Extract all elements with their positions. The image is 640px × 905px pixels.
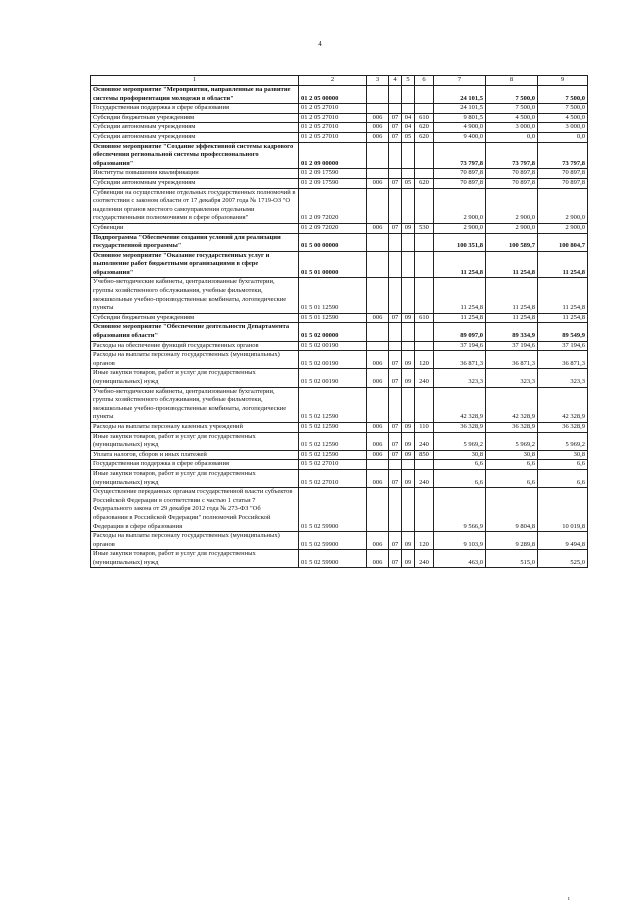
row-expense-type-code [415, 278, 434, 313]
row-amount-year3: 4 500,0 [538, 113, 588, 123]
row-code: 01 2 05 00000 [299, 86, 367, 104]
row-amount-year2: 323,3 [486, 369, 538, 387]
row-subsection-code: 09 [402, 313, 415, 323]
row-ministry-code: 006 [367, 450, 389, 460]
row-subsection-code [402, 387, 415, 422]
row-name: Иные закупки товаров, работ и услуг для государственных (муниципальных) нужд [91, 432, 299, 450]
row-expense-type-code [415, 460, 434, 470]
row-name: Основное мероприятие "Создание эффективной системы кадрового обеспечения региональной системы профессионального образования" [91, 142, 299, 169]
table-row [91, 369, 588, 387]
row-section-code [389, 104, 402, 114]
table-row [91, 188, 588, 223]
row-amount-year3: 0,0 [538, 132, 588, 142]
row-code: 01 5 02 00190 [299, 351, 367, 369]
row-amount-year3: 70 897,8 [538, 169, 588, 179]
table-row [91, 387, 588, 422]
row-expense-type-code: 620 [415, 123, 434, 133]
row-amount-year1: 30,8 [434, 450, 486, 460]
row-ministry-code [367, 323, 389, 341]
row-subsection-code: 04 [402, 123, 415, 133]
row-expense-type-code: 620 [415, 178, 434, 188]
row-name: Субсидии автономным учреждениям [91, 178, 299, 188]
row-section-code: 07 [389, 450, 402, 460]
column-header: 2 [299, 76, 367, 86]
row-ministry-code: 006 [367, 369, 389, 387]
row-expense-type-code [415, 233, 434, 251]
row-amount-year2: 9 289,8 [486, 532, 538, 550]
row-ministry-code: 006 [367, 432, 389, 450]
row-ministry-code [367, 233, 389, 251]
row-section-code [389, 233, 402, 251]
table-row [91, 142, 588, 169]
row-amount-year1: 6,6 [434, 460, 486, 470]
row-amount-year1: 89 097,0 [434, 323, 486, 341]
row-amount-year1: 9 400,0 [434, 132, 486, 142]
row-code: 01 5 01 00000 [299, 251, 367, 278]
row-name: Государственная поддержка в сфере образования [91, 104, 299, 114]
column-header: 5 [402, 76, 415, 86]
table-row [91, 113, 588, 123]
row-code: 01 2 09 72020 [299, 188, 367, 223]
row-subsection-code [402, 188, 415, 223]
row-amount-year1: 4 900,0 [434, 123, 486, 133]
row-amount-year2: 73 797,8 [486, 142, 538, 169]
row-expense-type-code: 610 [415, 313, 434, 323]
row-code: 01 5 02 59900 [299, 532, 367, 550]
row-amount-year2: 70 897,8 [486, 178, 538, 188]
row-section-code: 07 [389, 369, 402, 387]
row-section-code: 07 [389, 469, 402, 487]
row-amount-year3: 36 328,9 [538, 422, 588, 432]
row-subsection-code: 09 [402, 223, 415, 233]
row-amount-year1: 36 871,3 [434, 351, 486, 369]
row-name: Субсидии автономным учреждениям [91, 123, 299, 133]
row-amount-year2: 9 804,8 [486, 488, 538, 532]
table-row [91, 532, 588, 550]
table-row [91, 450, 588, 460]
row-amount-year2: 36 328,9 [486, 422, 538, 432]
row-code: 01 2 05 27010 [299, 132, 367, 142]
row-amount-year3: 2 900,0 [538, 223, 588, 233]
table-row [91, 341, 588, 351]
row-subsection-code [402, 460, 415, 470]
row-section-code [389, 460, 402, 470]
row-ministry-code [367, 142, 389, 169]
row-amount-year3: 6,6 [538, 460, 588, 470]
row-expense-type-code: 240 [415, 432, 434, 450]
row-amount-year1: 73 797,8 [434, 142, 486, 169]
row-code: 01 2 09 17590 [299, 169, 367, 179]
table-row [91, 233, 588, 251]
row-name: Основное мероприятие "Мероприятия, направленные на развитие системы профориентации молодежи в области" [91, 86, 299, 104]
row-subsection-code: 09 [402, 450, 415, 460]
row-code: 01 2 09 17590 [299, 178, 367, 188]
row-subsection-code: 04 [402, 113, 415, 123]
row-amount-year2: 70 897,8 [486, 169, 538, 179]
row-subsection-code [402, 251, 415, 278]
row-code: 01 5 01 12590 [299, 278, 367, 313]
row-amount-year2: 11 254,8 [486, 313, 538, 323]
row-subsection-code: 09 [402, 532, 415, 550]
row-section-code [389, 188, 402, 223]
row-subsection-code [402, 488, 415, 532]
row-ministry-code [367, 169, 389, 179]
table-row [91, 278, 588, 313]
row-name: Осуществление переданных органам государственной власти субъектов Российской Федерации в соответствии с частью 1 статьи 7 Федерального закона от 29 декабря 2012 года № 273-ФЗ "Об образовании в Российской Федерации" полномочий Российской Федерации в сфере образования [91, 488, 299, 532]
row-code: 01 5 02 12590 [299, 432, 367, 450]
row-amount-year1: 36 328,9 [434, 422, 486, 432]
row-code: 01 5 02 59900 [299, 550, 367, 568]
row-section-code [389, 251, 402, 278]
row-subsection-code [402, 169, 415, 179]
row-name: Институты повышения квалификации [91, 169, 299, 179]
row-expense-type-code [415, 104, 434, 114]
row-ministry-code [367, 460, 389, 470]
row-amount-year2: 89 334,9 [486, 323, 538, 341]
row-section-code: 07 [389, 313, 402, 323]
row-ministry-code: 006 [367, 313, 389, 323]
row-section-code [389, 323, 402, 341]
row-amount-year3: 73 797,8 [538, 142, 588, 169]
budget-table [90, 75, 588, 568]
row-subsection-code [402, 278, 415, 313]
row-amount-year1: 11 254,8 [434, 278, 486, 313]
row-amount-year2: 2 900,0 [486, 223, 538, 233]
row-section-code: 07 [389, 132, 402, 142]
row-ministry-code [367, 251, 389, 278]
row-code: 01 5 02 00000 [299, 323, 367, 341]
column-header: 4 [389, 76, 402, 86]
row-name: Иные закупки товаров, работ и услуг для государственных (муниципальных) нужд [91, 369, 299, 387]
row-amount-year2: 4 500,0 [486, 113, 538, 123]
row-section-code: 07 [389, 223, 402, 233]
row-section-code [389, 142, 402, 169]
row-amount-year1: 24 101,5 [434, 86, 486, 104]
row-ministry-code: 006 [367, 123, 389, 133]
row-expense-type-code: 120 [415, 532, 434, 550]
row-amount-year1: 9 103,9 [434, 532, 486, 550]
row-amount-year1: 323,3 [434, 369, 486, 387]
row-name: Субвенции на осуществление отдельных государственных полномочий в соответствии с законом области от 17 декабря 2007 года № 1719-ОЗ "О наделении органов местного самоуправления отдельными государственными полномочиями в сфере образования" [91, 188, 299, 223]
row-amount-year2: 7 500,0 [486, 104, 538, 114]
row-amount-year2: 515,0 [486, 550, 538, 568]
row-section-code [389, 278, 402, 313]
row-amount-year1: 9 801,5 [434, 113, 486, 123]
row-expense-type-code [415, 341, 434, 351]
row-ministry-code [367, 387, 389, 422]
row-subsection-code: 05 [402, 178, 415, 188]
column-header: 6 [415, 76, 434, 86]
row-expense-type-code [415, 169, 434, 179]
table-row [91, 469, 588, 487]
row-expense-type-code: 240 [415, 469, 434, 487]
row-section-code: 07 [389, 550, 402, 568]
table-row [91, 460, 588, 470]
row-amount-year1: 463,0 [434, 550, 486, 568]
row-subsection-code: 09 [402, 422, 415, 432]
row-amount-year2: 6,6 [486, 469, 538, 487]
table-row [91, 86, 588, 104]
row-expense-type-code [415, 188, 434, 223]
row-expense-type-code [415, 142, 434, 169]
row-name: Основное мероприятие "Обеспечение деятельности Департамента образования области" [91, 323, 299, 341]
row-ministry-code: 006 [367, 113, 389, 123]
row-amount-year2: 2 900,0 [486, 188, 538, 223]
table-row [91, 123, 588, 133]
row-ministry-code [367, 86, 389, 104]
row-amount-year3: 100 804,7 [538, 233, 588, 251]
row-code: 01 5 02 00190 [299, 341, 367, 351]
row-name: Субсидии бюджетным учреждениям [91, 313, 299, 323]
row-section-code: 07 [389, 123, 402, 133]
row-code: 01 5 02 27010 [299, 469, 367, 487]
table-row [91, 223, 588, 233]
row-amount-year1: 42 328,9 [434, 387, 486, 422]
row-expense-type-code: 240 [415, 369, 434, 387]
row-name: Расходы на выплаты персоналу казенных учреждений [91, 422, 299, 432]
column-header: 8 [486, 76, 538, 86]
row-amount-year1: 6,6 [434, 469, 486, 487]
row-ministry-code: 006 [367, 422, 389, 432]
row-subsection-code [402, 142, 415, 169]
table-row [91, 313, 588, 323]
row-ministry-code: 006 [367, 351, 389, 369]
row-ministry-code: 006 [367, 178, 389, 188]
row-section-code: 07 [389, 532, 402, 550]
row-ministry-code: 006 [367, 132, 389, 142]
row-code: 01 2 05 27010 [299, 104, 367, 114]
row-ministry-code [367, 341, 389, 351]
row-expense-type-code [415, 251, 434, 278]
row-code: 01 5 00 00000 [299, 233, 367, 251]
row-amount-year2: 30,8 [486, 450, 538, 460]
table-row [91, 488, 588, 532]
row-section-code [389, 341, 402, 351]
row-subsection-code [402, 323, 415, 341]
row-section-code: 07 [389, 178, 402, 188]
row-expense-type-code [415, 86, 434, 104]
row-code: 01 2 05 27010 [299, 113, 367, 123]
row-amount-year2: 6,6 [486, 460, 538, 470]
column-header: 3 [367, 76, 389, 86]
footer-mark: ı [568, 896, 570, 902]
row-amount-year3: 11 254,8 [538, 313, 588, 323]
column-header: 7 [434, 76, 486, 86]
row-amount-year3: 36 871,3 [538, 351, 588, 369]
row-name: Расходы на обеспечение функций государственных органов [91, 341, 299, 351]
row-expense-type-code: 850 [415, 450, 434, 460]
row-amount-year1: 37 194,6 [434, 341, 486, 351]
column-header: 9 [538, 76, 588, 86]
row-section-code [389, 387, 402, 422]
row-code: 01 2 09 72020 [299, 223, 367, 233]
row-expense-type-code: 530 [415, 223, 434, 233]
row-name: Субвенции [91, 223, 299, 233]
row-subsection-code: 09 [402, 351, 415, 369]
row-amount-year3: 7 500,0 [538, 86, 588, 104]
row-ministry-code [367, 188, 389, 223]
row-name: Государственная поддержка в сфере образования [91, 460, 299, 470]
row-code: 01 2 09 00000 [299, 142, 367, 169]
row-amount-year2: 37 194,6 [486, 341, 538, 351]
row-amount-year2: 11 254,8 [486, 251, 538, 278]
row-name: Подпрограмма "Обеспечение создания условий для реализации государственной программы" [91, 233, 299, 251]
row-amount-year3: 89 549,9 [538, 323, 588, 341]
row-subsection-code [402, 86, 415, 104]
row-amount-year1: 11 254,8 [434, 313, 486, 323]
row-subsection-code: 09 [402, 369, 415, 387]
row-subsection-code [402, 233, 415, 251]
row-section-code [389, 169, 402, 179]
row-subsection-code: 09 [402, 432, 415, 450]
row-amount-year3: 525,0 [538, 550, 588, 568]
row-amount-year2: 100 589,7 [486, 233, 538, 251]
row-amount-year2: 42 328,9 [486, 387, 538, 422]
row-name: Субсидии автономным учреждениям [91, 132, 299, 142]
row-subsection-code [402, 104, 415, 114]
table-row [91, 178, 588, 188]
row-amount-year3: 30,8 [538, 450, 588, 460]
row-amount-year2: 11 254,8 [486, 278, 538, 313]
row-amount-year3: 70 897,8 [538, 178, 588, 188]
row-ministry-code [367, 104, 389, 114]
row-expense-type-code: 240 [415, 550, 434, 568]
row-subsection-code: 09 [402, 550, 415, 568]
row-expense-type-code: 110 [415, 422, 434, 432]
column-header: 1 [91, 76, 299, 86]
row-section-code: 07 [389, 422, 402, 432]
row-amount-year1: 24 101,5 [434, 104, 486, 114]
row-name: Учебно-методические кабинеты, централизованные бухгалтерии, группы хозяйственного обслуживания, учебные фильмотеки, межшкольные учебно-производственные комбинаты, логопедические пункты [91, 387, 299, 422]
table-row [91, 132, 588, 142]
row-section-code: 07 [389, 351, 402, 369]
row-name: Иные закупки товаров, работ и услуг для государственных (муниципальных) нужд [91, 469, 299, 487]
row-amount-year1: 2 900,0 [434, 223, 486, 233]
row-name: Уплата налогов, сборов и иных платежей [91, 450, 299, 460]
row-name: Расходы на выплаты персоналу государственных (муниципальных) органов [91, 351, 299, 369]
row-amount-year3: 42 328,9 [538, 387, 588, 422]
row-amount-year2: 3 000,0 [486, 123, 538, 133]
row-amount-year3: 37 194,6 [538, 341, 588, 351]
row-section-code: 07 [389, 432, 402, 450]
row-amount-year1: 5 969,2 [434, 432, 486, 450]
table-header-row [91, 76, 588, 86]
row-ministry-code [367, 278, 389, 313]
row-expense-type-code [415, 488, 434, 532]
table-body [91, 86, 588, 568]
row-amount-year3: 9 494,8 [538, 532, 588, 550]
row-amount-year3: 6,6 [538, 469, 588, 487]
row-amount-year1: 70 897,8 [434, 169, 486, 179]
row-code: 01 5 02 00190 [299, 369, 367, 387]
row-section-code: 07 [389, 113, 402, 123]
table-row [91, 169, 588, 179]
row-code: 01 5 02 27010 [299, 460, 367, 470]
row-code: 01 2 05 27010 [299, 123, 367, 133]
row-section-code [389, 488, 402, 532]
row-name: Иные закупки товаров, работ и услуг для государственных (муниципальных) нужд [91, 550, 299, 568]
row-amount-year1: 9 566,9 [434, 488, 486, 532]
table-row [91, 550, 588, 568]
row-expense-type-code [415, 323, 434, 341]
row-code: 01 5 02 12590 [299, 387, 367, 422]
row-amount-year3: 10 019,8 [538, 488, 588, 532]
row-code: 01 5 01 12590 [299, 313, 367, 323]
row-amount-year2: 7 500,0 [486, 86, 538, 104]
row-name: Основное мероприятие "Оказание государственных услуг и выполнение работ бюджетными организациями в сфере образования" [91, 251, 299, 278]
table-row [91, 104, 588, 114]
row-expense-type-code: 620 [415, 132, 434, 142]
row-amount-year3: 11 254,8 [538, 251, 588, 278]
row-amount-year2: 0,0 [486, 132, 538, 142]
row-code: 01 5 02 12590 [299, 422, 367, 432]
row-amount-year3: 7 500,0 [538, 104, 588, 114]
table-row [91, 351, 588, 369]
row-ministry-code [367, 488, 389, 532]
row-expense-type-code: 120 [415, 351, 434, 369]
row-amount-year1: 100 351,8 [434, 233, 486, 251]
row-name: Субсидии бюджетным учреждениям [91, 113, 299, 123]
row-amount-year3: 11 254,8 [538, 278, 588, 313]
row-subsection-code: 05 [402, 132, 415, 142]
row-amount-year3: 2 900,0 [538, 188, 588, 223]
row-ministry-code: 006 [367, 469, 389, 487]
row-ministry-code: 006 [367, 550, 389, 568]
table-row [91, 323, 588, 341]
row-ministry-code: 006 [367, 223, 389, 233]
row-section-code [389, 86, 402, 104]
row-subsection-code: 09 [402, 469, 415, 487]
table-row [91, 422, 588, 432]
row-expense-type-code [415, 387, 434, 422]
row-amount-year1: 2 900,0 [434, 188, 486, 223]
row-code: 01 5 02 59900 [299, 488, 367, 532]
row-expense-type-code: 610 [415, 113, 434, 123]
row-amount-year1: 70 897,8 [434, 178, 486, 188]
row-amount-year3: 5 969,2 [538, 432, 588, 450]
row-amount-year2: 5 969,2 [486, 432, 538, 450]
row-name: Учебно-методические кабинеты, централизованные бухгалтерии, группы хозяйственного обслуживания, учебные фильмотеки, межшкольные учебно-производственные комбинаты, логопедические пункты [91, 278, 299, 313]
page-number: 4 [318, 40, 322, 48]
row-code: 01 5 02 12590 [299, 450, 367, 460]
row-amount-year3: 323,3 [538, 369, 588, 387]
row-amount-year1: 11 254,8 [434, 251, 486, 278]
row-amount-year3: 3 000,0 [538, 123, 588, 133]
row-name: Расходы на выплаты персоналу государственных (муниципальных) органов [91, 532, 299, 550]
row-ministry-code: 006 [367, 532, 389, 550]
row-amount-year2: 36 871,3 [486, 351, 538, 369]
row-subsection-code [402, 341, 415, 351]
table-row [91, 432, 588, 450]
table-row [91, 251, 588, 278]
